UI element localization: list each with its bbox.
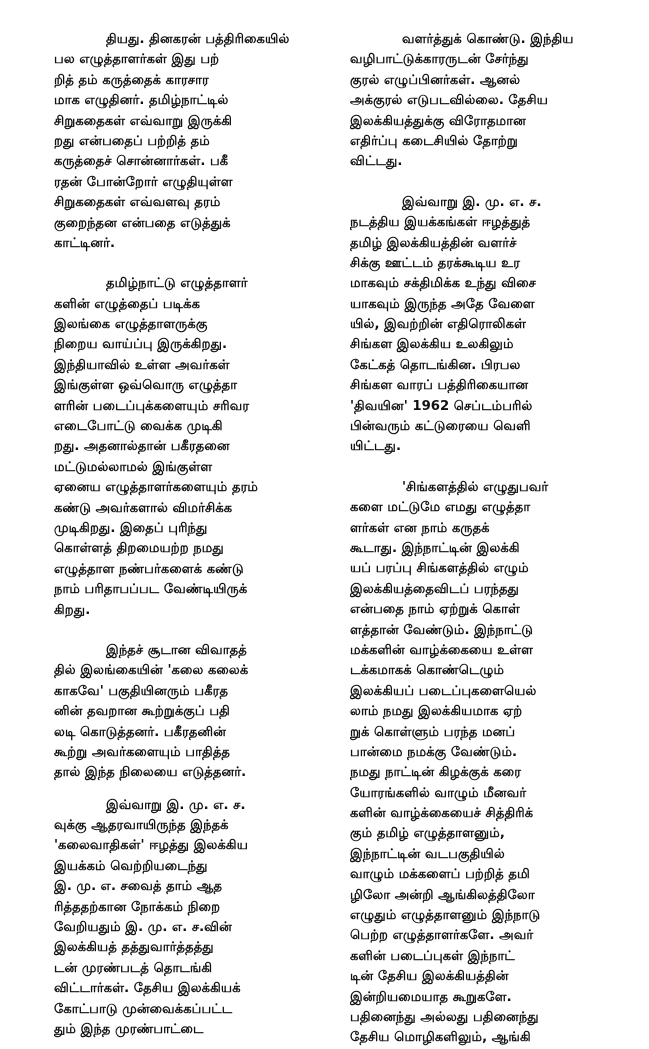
text-line: அக்குரல் எடுபடவில்லை. தேசிய	[350, 93, 549, 109]
text-line: டன் முரண்படத் தொடங்கி	[54, 960, 213, 976]
text-line: மாக எழுதினர். தமிழ்நாட்டில்	[54, 93, 229, 109]
text-line: யிட்டது.	[350, 439, 401, 455]
text-line: ளரின் படைப்புக்களையும் சரிவர	[54, 398, 250, 414]
left-column	[54, 30, 344, 1040]
text-line: டின் தேசிய இலக்கியத்தின்	[350, 969, 509, 985]
text-line: கேட்கத் தொடங்கின. பிரபல	[350, 357, 521, 373]
text-line: இலக்கியத் தத்துவார்த்தத்து	[54, 940, 214, 956]
text-line: மாகவும் சக்திமிக்க உந்து விசை	[350, 276, 536, 292]
text-line: நாம் பரிதாபப்பட வேண்டியிருக்	[54, 582, 248, 598]
text-line: 'சிங்களத்தில் எழுதுபவர்	[402, 479, 549, 495]
text-line: சிறுகதைகள் எவ்வாறு இருக்கி	[54, 113, 233, 129]
text-line: கூடாது. இந்நாட்டின் இலக்கி	[350, 540, 520, 556]
text-line: எழுதும் எழுத்தாளனும் இந்நாடு	[350, 908, 541, 924]
text-line: ளத்தான் வேண்டும். இந்நாட்டு	[350, 622, 534, 638]
text-line: இ. மு. எ. சவைத் தாம் ஆத	[54, 879, 223, 895]
text-line: இன்றியமையாத கூறுகளே.	[350, 989, 512, 1005]
text-line: என்பதை நாம் ஏற்றுக் கொள்	[350, 602, 520, 618]
text-line: சிறுகதைகள் எவ்வளவு தரம்	[54, 195, 221, 211]
text-line: யப் பரப்பு சிங்களத்தில் எழும்	[350, 561, 529, 577]
left-paragraph-2	[54, 274, 344, 621]
text-line: வேறியதும் இ. மு. எ. ச.வின்	[54, 920, 232, 936]
text-line: இந்தச் சூடான விவாதத்	[106, 642, 247, 658]
text-line: கும் தமிழ் எழுத்தாளனும்,	[350, 826, 505, 842]
text-line: விட்டது.	[350, 154, 403, 170]
text-line: கொள்ளத் திறமையற்ற நமது	[54, 541, 224, 557]
text-line: பல எழுத்தாளர்கள் இது பற்	[54, 52, 220, 68]
text-line: பதினைந்து அல்லது பதினைந்து	[350, 1009, 539, 1025]
text-line: லடி கொடுத்தனர். பகீரதனின்	[54, 724, 227, 740]
text-line: சிங்கள இலக்கிய உலகிலும்	[350, 337, 514, 353]
text-line: குரல் எழுப்பினர்கள். ஆனல்	[350, 72, 521, 88]
text-line: இலக்கியத்தைவிடப் பரந்தது	[350, 581, 519, 597]
text-line: 'திவயின' 1962 செப்டம்பரில்	[350, 398, 533, 414]
text-line: மட்டுமல்லாமல் இங்குள்ள	[54, 459, 213, 475]
text-line: களின் எழுத்தைப் படிக்க	[54, 296, 201, 312]
text-line: பான்மை நமக்கு வேண்டும்.	[350, 744, 518, 760]
text-line: இவ்வாறு இ. மு. எ. ச.	[402, 194, 542, 210]
text-line: இயக்கம் வெற்றியடைந்து	[54, 858, 208, 874]
text-line: றது என்பதைப் பற்றித் தம்	[54, 133, 210, 149]
text-line: நமது நாட்டின் கிழக்குக் கரை	[350, 765, 522, 781]
text-line: மக்களின் வாழ்க்கையை உள்ள	[350, 642, 534, 658]
text-line: களின் வாழ்க்கையைச் சித்திரிக்	[350, 806, 534, 822]
text-line: விட்டார்கள். தேசிய இலக்கியக்	[54, 981, 241, 997]
text-line: 'கலைவாதிகள்' ஈழத்து இலக்கிய	[54, 838, 249, 854]
text-line: பெற்ற எழுத்தாளர்களே. அவர்	[350, 928, 534, 944]
text-line: தேசிய மொழிகளிலும், ஆங்கி	[350, 1030, 531, 1046]
right-paragraph-2	[350, 193, 598, 458]
text-line: யோரங்களில் வாழும் மீனவர்	[350, 785, 527, 801]
text-line: வளர்த்துக் கொண்டு. இந்திய	[402, 32, 574, 47]
text-line: காட்டினர்.	[54, 235, 116, 251]
text-line: இலக்கியப் படைப்புகளையெல்	[350, 683, 537, 699]
text-line: தமிழ் இலக்கியத்தின் வளர்ச்	[350, 235, 517, 251]
text-line: தமிழ்நாட்டு எழுத்தாளர்	[106, 276, 248, 292]
right-paragraph-1	[350, 30, 598, 173]
text-line: றது. அதனால்தான் பகீரதனை	[54, 439, 230, 455]
text-line: கருத்தைச் சொன்னார்கள். பகீ	[54, 154, 229, 170]
left-paragraph-4	[54, 796, 344, 1041]
right-paragraph-3	[350, 478, 598, 1049]
text-line: ரதன் போன்றோர் எழுதியுள்ள	[54, 174, 233, 190]
text-line: இலங்கை எழுத்தாளருக்கு	[54, 317, 208, 333]
text-line: யாகவும் இருந்த அதே வேளை	[350, 296, 535, 312]
text-line: தில் இலங்கையின் 'கலை கலைக்	[54, 663, 249, 679]
text-line: நடத்திய இயக்கங்கள் ஈழத்துத்	[350, 215, 531, 231]
text-line: கிறது.	[54, 602, 91, 618]
text-line: வழிபாட்டுக்காரருடன் சேர்ந்து	[350, 52, 529, 68]
text-line: றுக் கொள்ளும் பரந்த மனப்	[350, 724, 516, 740]
text-line: குறைந்தன என்பதை எடுத்துக்	[54, 215, 231, 231]
text-line: கண்டு அவர்களால் விமர்சிக்க	[54, 500, 233, 516]
text-line: பின்வரும் கட்டுரையை வெளி	[350, 419, 531, 435]
text-line: நிறைய வாய்ப்பு இருக்கிறது.	[54, 337, 228, 353]
text-line: வாழும் மக்களைப் பற்றித் தமி	[350, 867, 530, 883]
text-line: காகவே' பகுதியினரும் பகீரத	[54, 683, 229, 699]
text-line: கோட்பாடு முன்வைக்கப்பட்ட	[54, 1001, 233, 1017]
text-line: லாம் நமது இலக்கியமாக ஏற்	[350, 704, 523, 720]
text-line: இந்நாட்டின் வடபகுதியில்	[350, 846, 505, 862]
text-line: கூற்று அவர்களையும் பாதித்த	[54, 744, 230, 760]
text-line: எழுத்தாள நண்பர்களைக் கண்டு	[54, 561, 244, 577]
text-line: எதிர்ப்பு கடைசியில் தோற்று	[350, 133, 518, 149]
text-line: இந்தியாவில் உள்ள அவர்கள்	[54, 357, 230, 373]
text-line: ஏனைய எழுத்தாளர்களையும் தரம்	[54, 480, 259, 496]
text-line: சிங்கள வாரப் பத்திரிகையான	[350, 378, 529, 394]
text-line: னின் தவறான கூற்றுக்குப் பதி	[54, 704, 230, 720]
text-line: ரித்ததற்கான நோக்கம் நிறை	[54, 899, 221, 915]
text-line: யில், இவற்றின் எதிரொலிகள்	[350, 317, 527, 333]
text-line: களின் படைப்புகள் இந்நாட்	[350, 948, 515, 964]
text-line: வுக்கு ஆதரவாயிருந்த இந்தக்	[54, 818, 229, 834]
text-line: தும் இந்த முரண்பாட்டை	[54, 1021, 204, 1037]
text-line: ளர்கள் என நாம் கருதக்	[350, 520, 490, 536]
left-paragraph-3	[54, 641, 344, 784]
text-line: ழிலோ அன்றி ஆங்கிலத்திலோ	[350, 887, 535, 903]
text-line: சிக்கு ஊட்டம் தரக்கூடிய உர	[350, 255, 521, 271]
text-line: டக்கமாகக் கொண்டெழும்	[350, 663, 505, 679]
right-column	[350, 30, 598, 1049]
text-line: முடிகிறது. இதைப் புரிந்து	[54, 520, 208, 536]
text-line: இங்குள்ள ஒவ்வொரு எழுத்தா	[54, 378, 238, 394]
text-line: எடைபோட்டு வைக்க முடிகி	[54, 419, 223, 435]
text-line: தால் இந்த நிலையை எடுத்தனர்.	[54, 765, 247, 781]
text-line: இவ்வாறு இ. மு. எ. ச.	[106, 797, 246, 813]
text-line: களை மட்டுமே எமது எழுத்தா	[350, 500, 531, 516]
text-line: இலக்கியத்துக்கு விரோதமான	[350, 113, 526, 129]
text-line: தியது. தினகரன் பத்திரிகையில்	[106, 32, 290, 47]
left-paragraph-1	[54, 30, 344, 254]
text-line: றித் தம் கருத்தைக் காரசார	[54, 72, 209, 88]
